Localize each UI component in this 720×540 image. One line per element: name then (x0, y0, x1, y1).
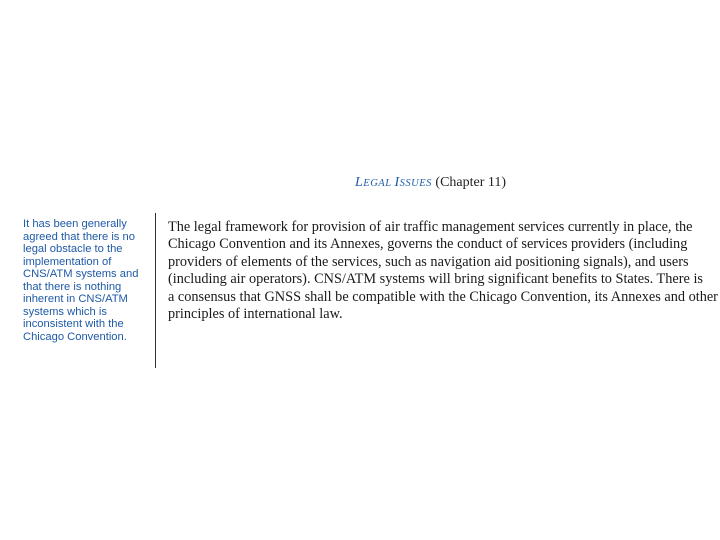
sidebar-line: It has been generally (23, 218, 127, 230)
sidebar-line: legal obstacle to the (23, 243, 123, 256)
body-line: (including air operators). CNS/ATM systems will bring significant benefits to States. There is (168, 271, 703, 288)
title-letter-l: L (355, 175, 364, 190)
sidebar-line: agreed that there is no (23, 230, 135, 243)
chapter-reference: (Chapter 11) (431, 175, 507, 190)
vertical-divider (155, 213, 156, 368)
body-paragraph (168, 219, 718, 323)
body-line: The legal framework for provision of air traffic management services currently in place, the (168, 219, 693, 235)
sidebar-line: systems which is (23, 305, 107, 318)
sidebar-line: inconsistent with the (23, 318, 124, 331)
sidebar-line: CNS/ATM systems and (23, 268, 139, 281)
sidebar-line: inherent in CNS/ATM (23, 293, 128, 306)
sidebar-note (23, 218, 147, 343)
section-title (355, 175, 432, 190)
title-letter-i: I (394, 175, 400, 190)
sidebar-line: Chicago Convention. (23, 330, 127, 343)
title-rest-issues: SSUES (399, 178, 432, 189)
sidebar-line: implementation of (23, 255, 112, 268)
body-line: principles of international law. (168, 306, 343, 323)
section-heading (355, 174, 506, 193)
body-line: providers of elements of the services, such as navigation aid positioning signals), and users (168, 253, 689, 270)
body-line: Chicago Convention and its Annexes, governs the conduct of services providers (including (168, 236, 688, 253)
body-line: a consensus that GNSS shall be compatible with the Chicago Convention, its Annexes and other (168, 288, 718, 305)
title-rest-legal: EGAL (363, 178, 395, 189)
sidebar-line: that there is nothing (23, 280, 122, 293)
